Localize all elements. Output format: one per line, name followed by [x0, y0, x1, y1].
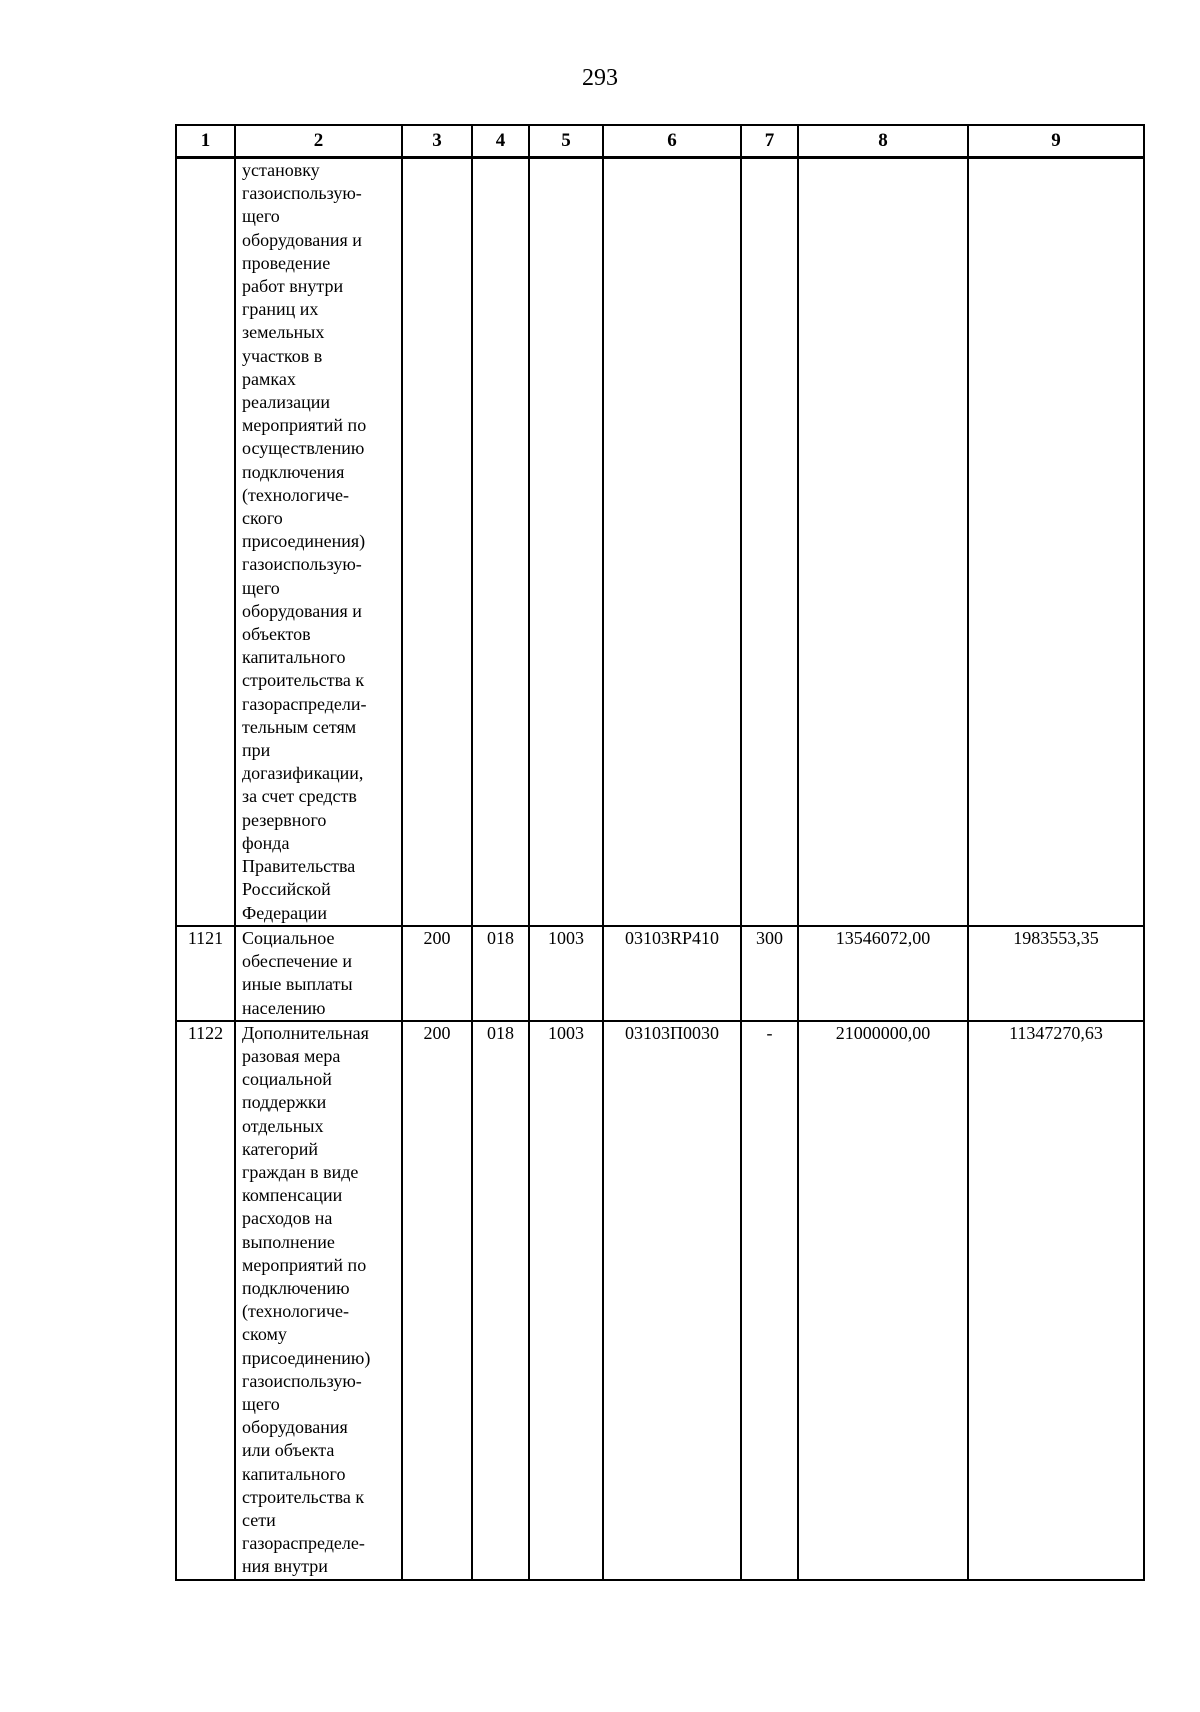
header-col-2: 2 — [235, 125, 402, 158]
executed-amount-cell: 11347270,63 — [968, 1021, 1144, 1580]
budget-table — [175, 124, 1145, 1581]
header-col-3: 3 — [402, 125, 472, 158]
page-number: 293 — [582, 65, 618, 91]
header-col-8: 8 — [798, 125, 968, 158]
row-number-cell: 1121 — [176, 926, 235, 1021]
code-cell: 200 — [402, 926, 472, 1021]
section-cell — [529, 158, 603, 927]
target-article-cell: 03103RP410 — [603, 926, 741, 1021]
target-article-cell: 03103П0030 — [603, 1021, 741, 1580]
header-col-1: 1 — [176, 125, 235, 158]
table-row — [176, 1021, 1144, 1580]
header-col-7: 7 — [741, 125, 798, 158]
department-cell — [472, 158, 529, 927]
header-row — [176, 125, 1144, 158]
description-cell: установку газоиспользую- щего оборудования и проведение работ внутри границ их земельных участков в рамках реализации мероприятий по осуществлению подключения (технологиче- ского присоединения) газоиспользую- щего оборудования и объектов капитального строительства к газораспредели- тельным сетям при догазификации, за счет средств резервного фонда Правительства Российской Федерации — [235, 158, 402, 927]
section-cell: 1003 — [529, 1021, 603, 1580]
description-cell: Социальное обеспечение и иные выплаты населению — [235, 926, 402, 1021]
code-cell: 200 — [402, 1021, 472, 1580]
header-col-6: 6 — [603, 125, 741, 158]
department-cell: 018 — [472, 926, 529, 1021]
target-article-cell — [603, 158, 741, 927]
code-cell — [402, 158, 472, 927]
row-number-cell — [176, 158, 235, 927]
header-col-4: 4 — [472, 125, 529, 158]
expense-type-cell: - — [741, 1021, 798, 1580]
executed-amount-cell: 1983553,35 — [968, 926, 1144, 1021]
planned-amount-cell: 13546072,00 — [798, 926, 968, 1021]
expense-type-cell — [741, 158, 798, 927]
description-cell: Дополнительная разовая мера социальной поддержки отдельных категорий граждан в виде компенсации расходов на выполнение мероприятий по подключению (технологиче- скому присоединению) газоиспользую- щего оборудования или объекта капитального строительства к сети газораспределе- ния внутри — [235, 1021, 402, 1580]
header-col-5: 5 — [529, 125, 603, 158]
planned-amount-cell — [798, 158, 968, 927]
header-col-9: 9 — [968, 125, 1144, 158]
planned-amount-cell: 21000000,00 — [798, 1021, 968, 1580]
expense-type-cell: 300 — [741, 926, 798, 1021]
table-row — [176, 158, 1144, 927]
table-row — [176, 926, 1144, 1021]
executed-amount-cell — [968, 158, 1144, 927]
row-number-cell: 1122 — [176, 1021, 235, 1580]
department-cell: 018 — [472, 1021, 529, 1580]
section-cell: 1003 — [529, 926, 603, 1021]
